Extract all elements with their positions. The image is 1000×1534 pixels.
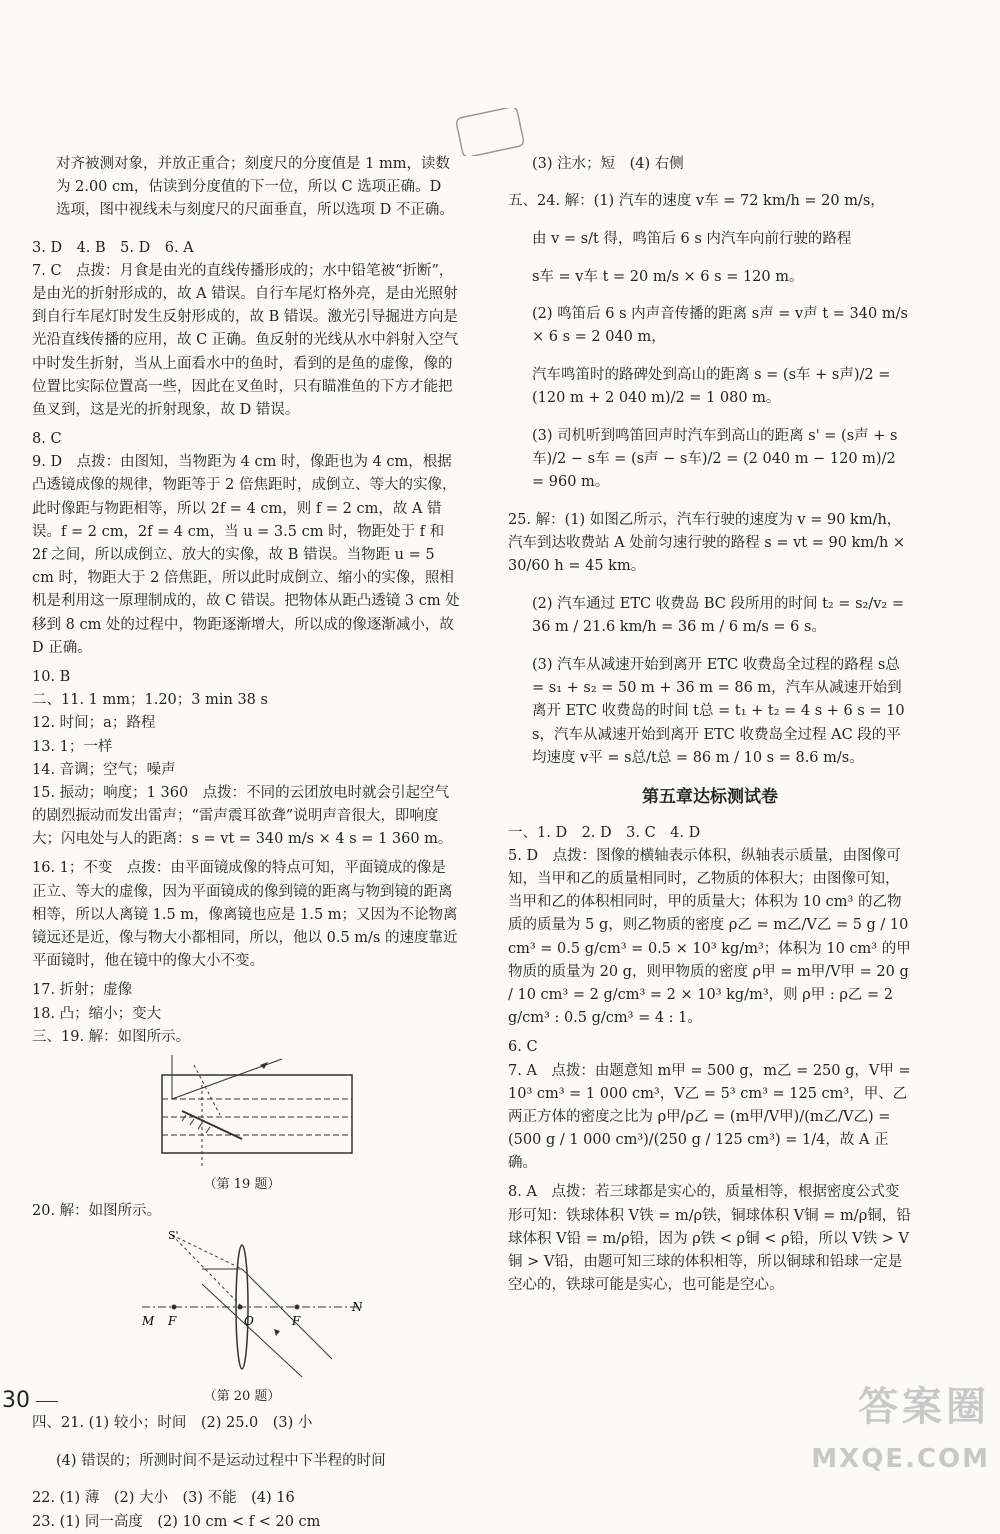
text-line: 8. A 点拨：若三球都是实心的，质量相等，根据密度公式变形可知：铁球体积 V铁 = m/ρ铁，铜球体积 V铜 = m/ρ铜，铅球体积 V铅 = m/ρ铅，因为 ρ铁 < ρ铜 < ρ铅，所以 V铁 > V铜 > V铅，由题可知三球的体积相等，所以铜球和铅球一定是空心的，铁球可能是实心，也可能是空心。 (508, 1184, 911, 1294)
text-line: 对齐被测对象，并放正重合；刻度尺的分度值是 1 mm，读数为 2.00 cm，估读到分度值的下一位，所以 C 选项正确。D 选项，图中视线未与刻度尺的尺面垂直，所以选项 D 不正确。 (56, 155, 454, 218)
watermark-url: MXQE.COM (811, 1444, 990, 1475)
text-line: (3) 注水；短 (4) 右侧 (532, 155, 684, 172)
figure-20-caption: （第 20 题） (203, 1389, 281, 1405)
text-line: 9. D 点拨：由图知，当物距为 4 cm 时，像距也为 4 cm，根据凸透镜成像的规律，物距等于 2 倍焦距时，成倒立、等大的实像，此时像距与物距相等，所以 2f = 4 cm，则 f = 2 cm，故 A 错误。f = 2 cm，2f = 4 cm，当 u = 3.5 cm 时，物距处于 f 和 2f 之间，所以成倒立、放大的实像，故 B 错误。当物距 u = 5 cm 时，物距大于 2 倍焦距，所以此时成倒立、缩小的实像，照相机是利用这一原理制成的，故 C 错误。把物体从距凸透镜 3 cm 处移到 8 cm 处的过程中，物距逐渐增大，所以成的像逐渐减小，故 D 正确。 (32, 454, 460, 656)
text-line: 13. 1；一样 (32, 738, 113, 755)
text-line: 5. D 点拨：图像的横轴表示体积，纵轴表示质量，由图像可知，当甲和乙的质量相同时，乙物质的体积大；由图像可知，当甲和乙的体积相同时，甲的质量大；体积为 10 cm³ 的乙物质的质量为 5 g，则乙物质的密度 ρ乙 = m乙/V乙 = 5 g / 10 cm³ = 0.5 g/cm³ = 0.5 × 10³ kg/m³；体积为 10 cm³ 的甲物质的质量为 20 g，则甲物质的密度 ρ甲 = m甲/V甲 = 20 g / 10 cm³ = 2 g/cm³ = 2 × 10³ kg/m³，则 ρ甲 : ρ乙 = 2 g/cm³ : 0.5 g/cm³ = 4 : 1。 (508, 847, 911, 1027)
text-line: 3. D 4. B 5. D 6. A (32, 239, 194, 256)
text-line: 7. A 点拨：由题意知 m甲 = 500 g，m乙 = 250 g，V甲 = 10³ cm³ = 1 000 cm³，V乙 = 5³ cm³ = 125 cm³，甲、乙两正方体的密度之比为 ρ甲/ρ乙 = (m甲/V甲)/(m乙/V乙) = (500 g / 1 000 cm³)/(250 g / 125 cm³) = 1/4，故 A 正确。 (508, 1062, 911, 1172)
section-title: 第五章达标测试卷 (642, 787, 778, 808)
text-line: 14. 音调；空气；噪声 (32, 761, 176, 778)
text-line: 15. 振动；响度；1 360 点拨：不同的云团放电时就会引起空气的剧烈振动而发出雷声；“雷声震耳欲聋”说明声音很大，即响度大；闪电处与人的距离：s = vt = 340 m/s × 4 s = 1 360 m。 (32, 784, 453, 848)
text-line: (4) 错误的；所测时间不是运动过程中下半程的时间 (56, 1452, 386, 1469)
right-column (508, 138, 912, 1303)
text-line: 10. B (32, 668, 71, 685)
text-line: 五、24. 解：(1) 汽车的速度 v车 = 72 km/h = 20 m/s， (508, 193, 885, 210)
label-f-left: F (168, 1314, 177, 1329)
text-line: 18. 凸；缩小；变大 (32, 1005, 162, 1022)
text-line: 一、1. D 2. D 3. C 4. D (508, 824, 701, 841)
text-line: s车 = v车 t = 20 m/s × 6 s = 120 m。 (532, 268, 804, 285)
text-line: 二、11. 1 mm；1.20；3 min 38 s (32, 692, 268, 709)
text-line: (2) 汽车通过 ETC 收费岛 BC 段所用的时间 t₂ = s₂/v₂ = 36 m / 21.6 km/h = 36 m / 6 m/s = 6 s。 (532, 596, 904, 636)
left-column (32, 138, 460, 1534)
text-line: 汽车鸣笛时的路碑处到高山的距离 s = (s车 + s声)/2 = (120 m + 2 040 m)/2 = 1 080 m。 (532, 367, 891, 407)
text-line: 8. C (32, 431, 62, 448)
label-m: M (142, 1314, 155, 1329)
text-line: 16. 1；不变 点拨：由平面镜成像的特点可知，平面镜成的像是正立、等大的虚像，因为平面镜成的像到镜的距离与物到镜的距离相等，所以人离镜 1.5 m，像离镜也应是 1.5 m；又因为不论物离镜远还是近，像与物大小都相同，所以，他以 0.5 m/s 的速度靠近平面镜时，他在镜中的像大小不变。 (32, 860, 458, 970)
figure-20 (142, 1229, 460, 1408)
page-number: 30 (2, 1383, 58, 1418)
text-line: 23. (1) 同一高度 (2) 10 cm < f < 20 cm (32, 1513, 321, 1530)
text-line: 25. 解：(1) 如图乙所示，汽车行驶的速度为 v = 90 km/h，汽车到达收费站 A 处前匀速行驶的路程 s = vt = 90 km/h × 30/60 h = 45 km。 (508, 512, 906, 575)
text-line: 12. 时间；a；路程 (32, 715, 156, 732)
text-line: 17. 折射；虚像 (32, 982, 133, 999)
text-line: 由 v = s/t 得，鸣笛后 6 s 内汽车向前行驶的路程 (532, 230, 852, 247)
text-line: 四、21. (1) 较小；时间 (2) 25.0 (3) 小 (32, 1415, 313, 1432)
refraction-diagram (142, 1055, 362, 1167)
watermark (811, 1375, 990, 1481)
label-o: O (244, 1314, 254, 1329)
figure-19-caption: （第 19 题） (203, 1177, 281, 1193)
text-line: 6. C (508, 1039, 538, 1056)
text-line: 三、19. 解：如图所示。 (32, 1028, 191, 1045)
figure-19 (142, 1055, 460, 1196)
label-n: N (352, 1300, 362, 1315)
text-line: (2) 鸣笛后 6 s 内声音传播的距离 s声 = v声 t = 340 m/s × 6 s = 2 040 m， (532, 306, 908, 346)
q20-text: 20. 解：如图所示。 (32, 1202, 162, 1219)
text-line: (3) 司机听到鸣笛回声时汽车到高山的距离 s' = (s声 + s车)/2 − s车 = (s声 − s车)/2 = (2 040 m − 120 m)/2 = 960 m。 (532, 428, 898, 491)
label-f-right: F (292, 1314, 301, 1329)
text-line: 22. (1) 薄 (2) 大小 (3) 不能 (4) 16 (32, 1490, 295, 1507)
watermark-text: 答案圈 (858, 1384, 990, 1431)
text-line: (3) 汽车从减速开始到离开 ETC 收费岛全过程的路程 s总 = s₁ + s₂ = 50 m + 36 m = 86 m，汽车从减速开始到离开 ETC 收费岛的时间 t总 = t₁ + t₂ = 4 s + 6 s = 10 s，汽车从减速开始到离开 ETC 收费岛全过程 AC 段的平均速度 v平 = s总/t总 = 86 m / 10 s = 8.6 m/s。 (532, 657, 905, 766)
lens-diagram (142, 1229, 362, 1379)
text-line: 7. C 点拨：月食是由光的直线传播形成的；水中铅笔被“折断”，是由光的折射形成的，故 A 错误。自行车尾灯格外亮，是由光照射到自行车尾灯时发生反射形成的，故 B 错误。激光引导掘进方向是光沿直线传播的应用，故 C 正确。鱼反射的光线从水中斜射入空气中时发生折射，当从上面看水中的鱼时，看到的是鱼的虚像，像的位置比实际位置高一些，因此在叉鱼时，只有瞄准鱼的下方才能把鱼叉到，这是光的折射现象，故 D 错误。 (32, 262, 459, 418)
label-s-prime: S' (168, 1229, 179, 1243)
